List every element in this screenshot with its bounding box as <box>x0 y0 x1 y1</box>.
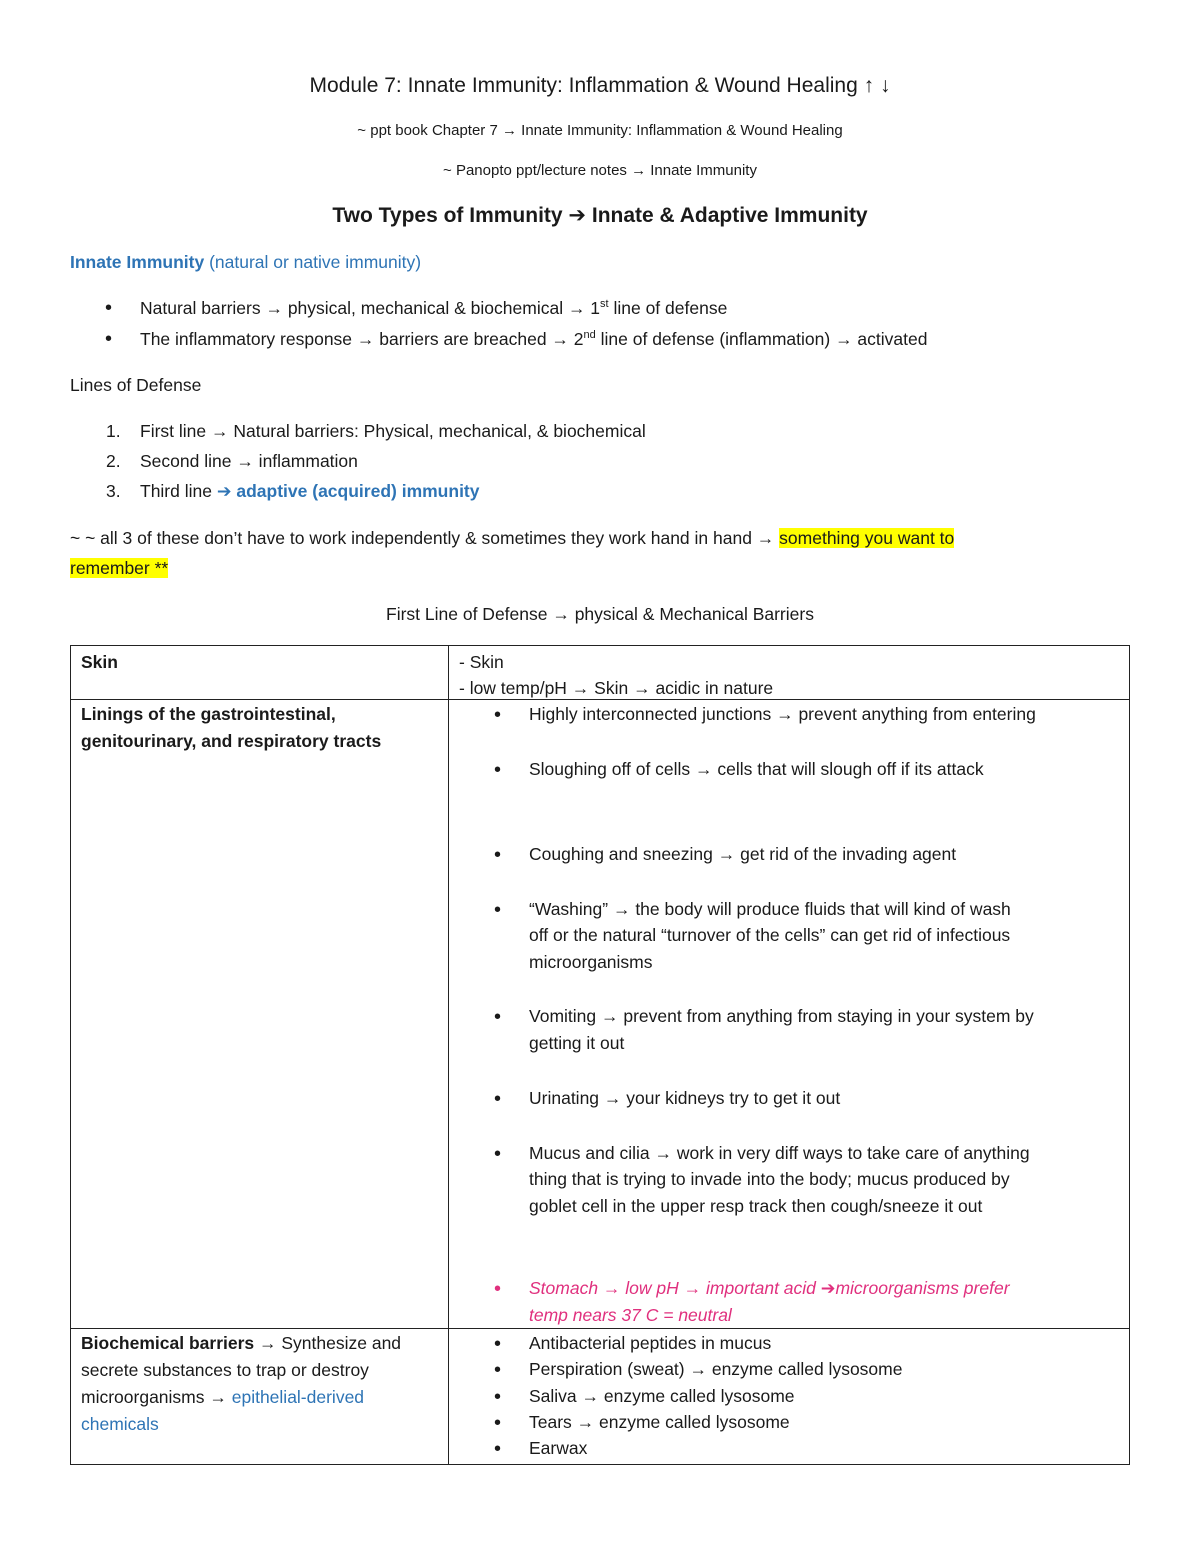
list-item: • Highly interconnected junctions → prevent anything from entering <box>529 704 1036 725</box>
list-item: • The inflammatory response → barriers are breached → 2nd line of defense (inflammation) → activated <box>140 329 927 350</box>
innate-immunity-label: Innate Immunity <box>70 252 205 272</box>
defense-table <box>70 645 1130 1465</box>
list-item: • Perspiration (sweat) → enzyme called lysosome <box>529 1359 902 1380</box>
source-line-1: ~ ppt book Chapter 7 → Innate Immunity: Inflammation & Wound Healing <box>357 122 843 139</box>
list-item: • Vomiting → prevent from anything from staying in your system by <box>529 1006 1034 1027</box>
list-item: • Antibacterial peptides in mucus <box>529 1333 771 1354</box>
source-line-2: ~ Panopto ppt/lecture notes → Innate Immunity <box>443 162 757 179</box>
list-item: • Stomach → low pH → important acid ➔microorganisms prefer <box>529 1278 1010 1299</box>
note-line-2 <box>70 558 168 579</box>
list-item: 3. Third line ➔ adaptive (acquired) immunity <box>106 481 480 501</box>
list-item: • Coughing and sneezing → get rid of the invading agent <box>529 844 956 865</box>
table-row <box>71 700 1130 1329</box>
list-item: • Saliva → enzyme called lysosome <box>529 1386 795 1407</box>
highlight: remember ** <box>70 558 169 578</box>
table-cell: Linings of the gastrointestinal, genitourinary, and respiratory tracts <box>71 700 449 1329</box>
table-cell: • Highly interconnected junctions → prevent anything from entering • Sloughing off of cells → cells that will slough off if its attack • Coughing and sneezing → get rid of the invading agent • “Washing” → the body will produce fluids that will kind of wash off or the natural “turnover of the cells” can get rid of infectious microorganisms • Vomiting → prevent from anything from staying in your system by getting it out • Urinating → your kidneys try to get it out • Mucus and cilia → work in very diff ways to take care of anything thing that is trying to invade into the body; mucus produced by goblet cell in the upper resp track then cough/sneeze it out • Stomach → low pH → important acid ➔microorganisms prefer temp nears 37 C = neutral <box>449 700 1130 1329</box>
table-cell <box>449 1329 1130 1465</box>
lines-of-defense-heading: Lines of Defense <box>70 375 202 395</box>
list-item: • “Washing” → the body will produce fluids that will kind of wash <box>529 899 1011 920</box>
table-row <box>71 1329 1130 1465</box>
innate-immunity-heading <box>70 252 421 273</box>
table-cell: - Skin - low temp/pH → Skin → acidic in nature <box>449 646 1130 700</box>
table-row <box>71 646 1130 700</box>
section-heading: Two Types of Immunity ➔ Innate & Adaptive Immunity <box>332 204 868 227</box>
highlight: something you want to <box>779 528 955 548</box>
list-item: • Urinating → your kidneys try to get it out <box>529 1088 840 1109</box>
list-item: • Natural barriers → physical, mechanical & biochemical → 1st line of defense <box>140 298 727 319</box>
page-title: Module 7: Innate Immunity: Inflammation & Wound Healing ↑ ↓ <box>309 74 891 97</box>
table-cell: Skin <box>71 646 449 700</box>
list-item: 2. Second line → inflammation <box>106 451 358 471</box>
table-title: First Line of Defense → physical & Mechanical Barriers <box>386 604 814 624</box>
list-item: • Mucus and cilia → work in very diff ways to take care of anything <box>529 1143 1030 1164</box>
list-item: • Sloughing off of cells → cells that will slough off if its attack <box>529 759 984 780</box>
note-line-1: ~ ~ all 3 of these don’t have to work independently & sometimes they work hand in hand → something you want to <box>70 528 955 548</box>
list-item: • Earwax <box>529 1438 587 1459</box>
list-item: • Tears → enzyme called lysosome <box>529 1412 790 1433</box>
innate-immunity-paren: (natural or native immunity) <box>209 252 422 272</box>
table-cell: Biochemical barriers → Synthesize and secrete substances to trap or destroy microorganisms → epithelial-derived chemicals <box>71 1329 449 1465</box>
list-item: 1. First line → Natural barriers: Physical, mechanical, & biochemical <box>106 421 646 441</box>
